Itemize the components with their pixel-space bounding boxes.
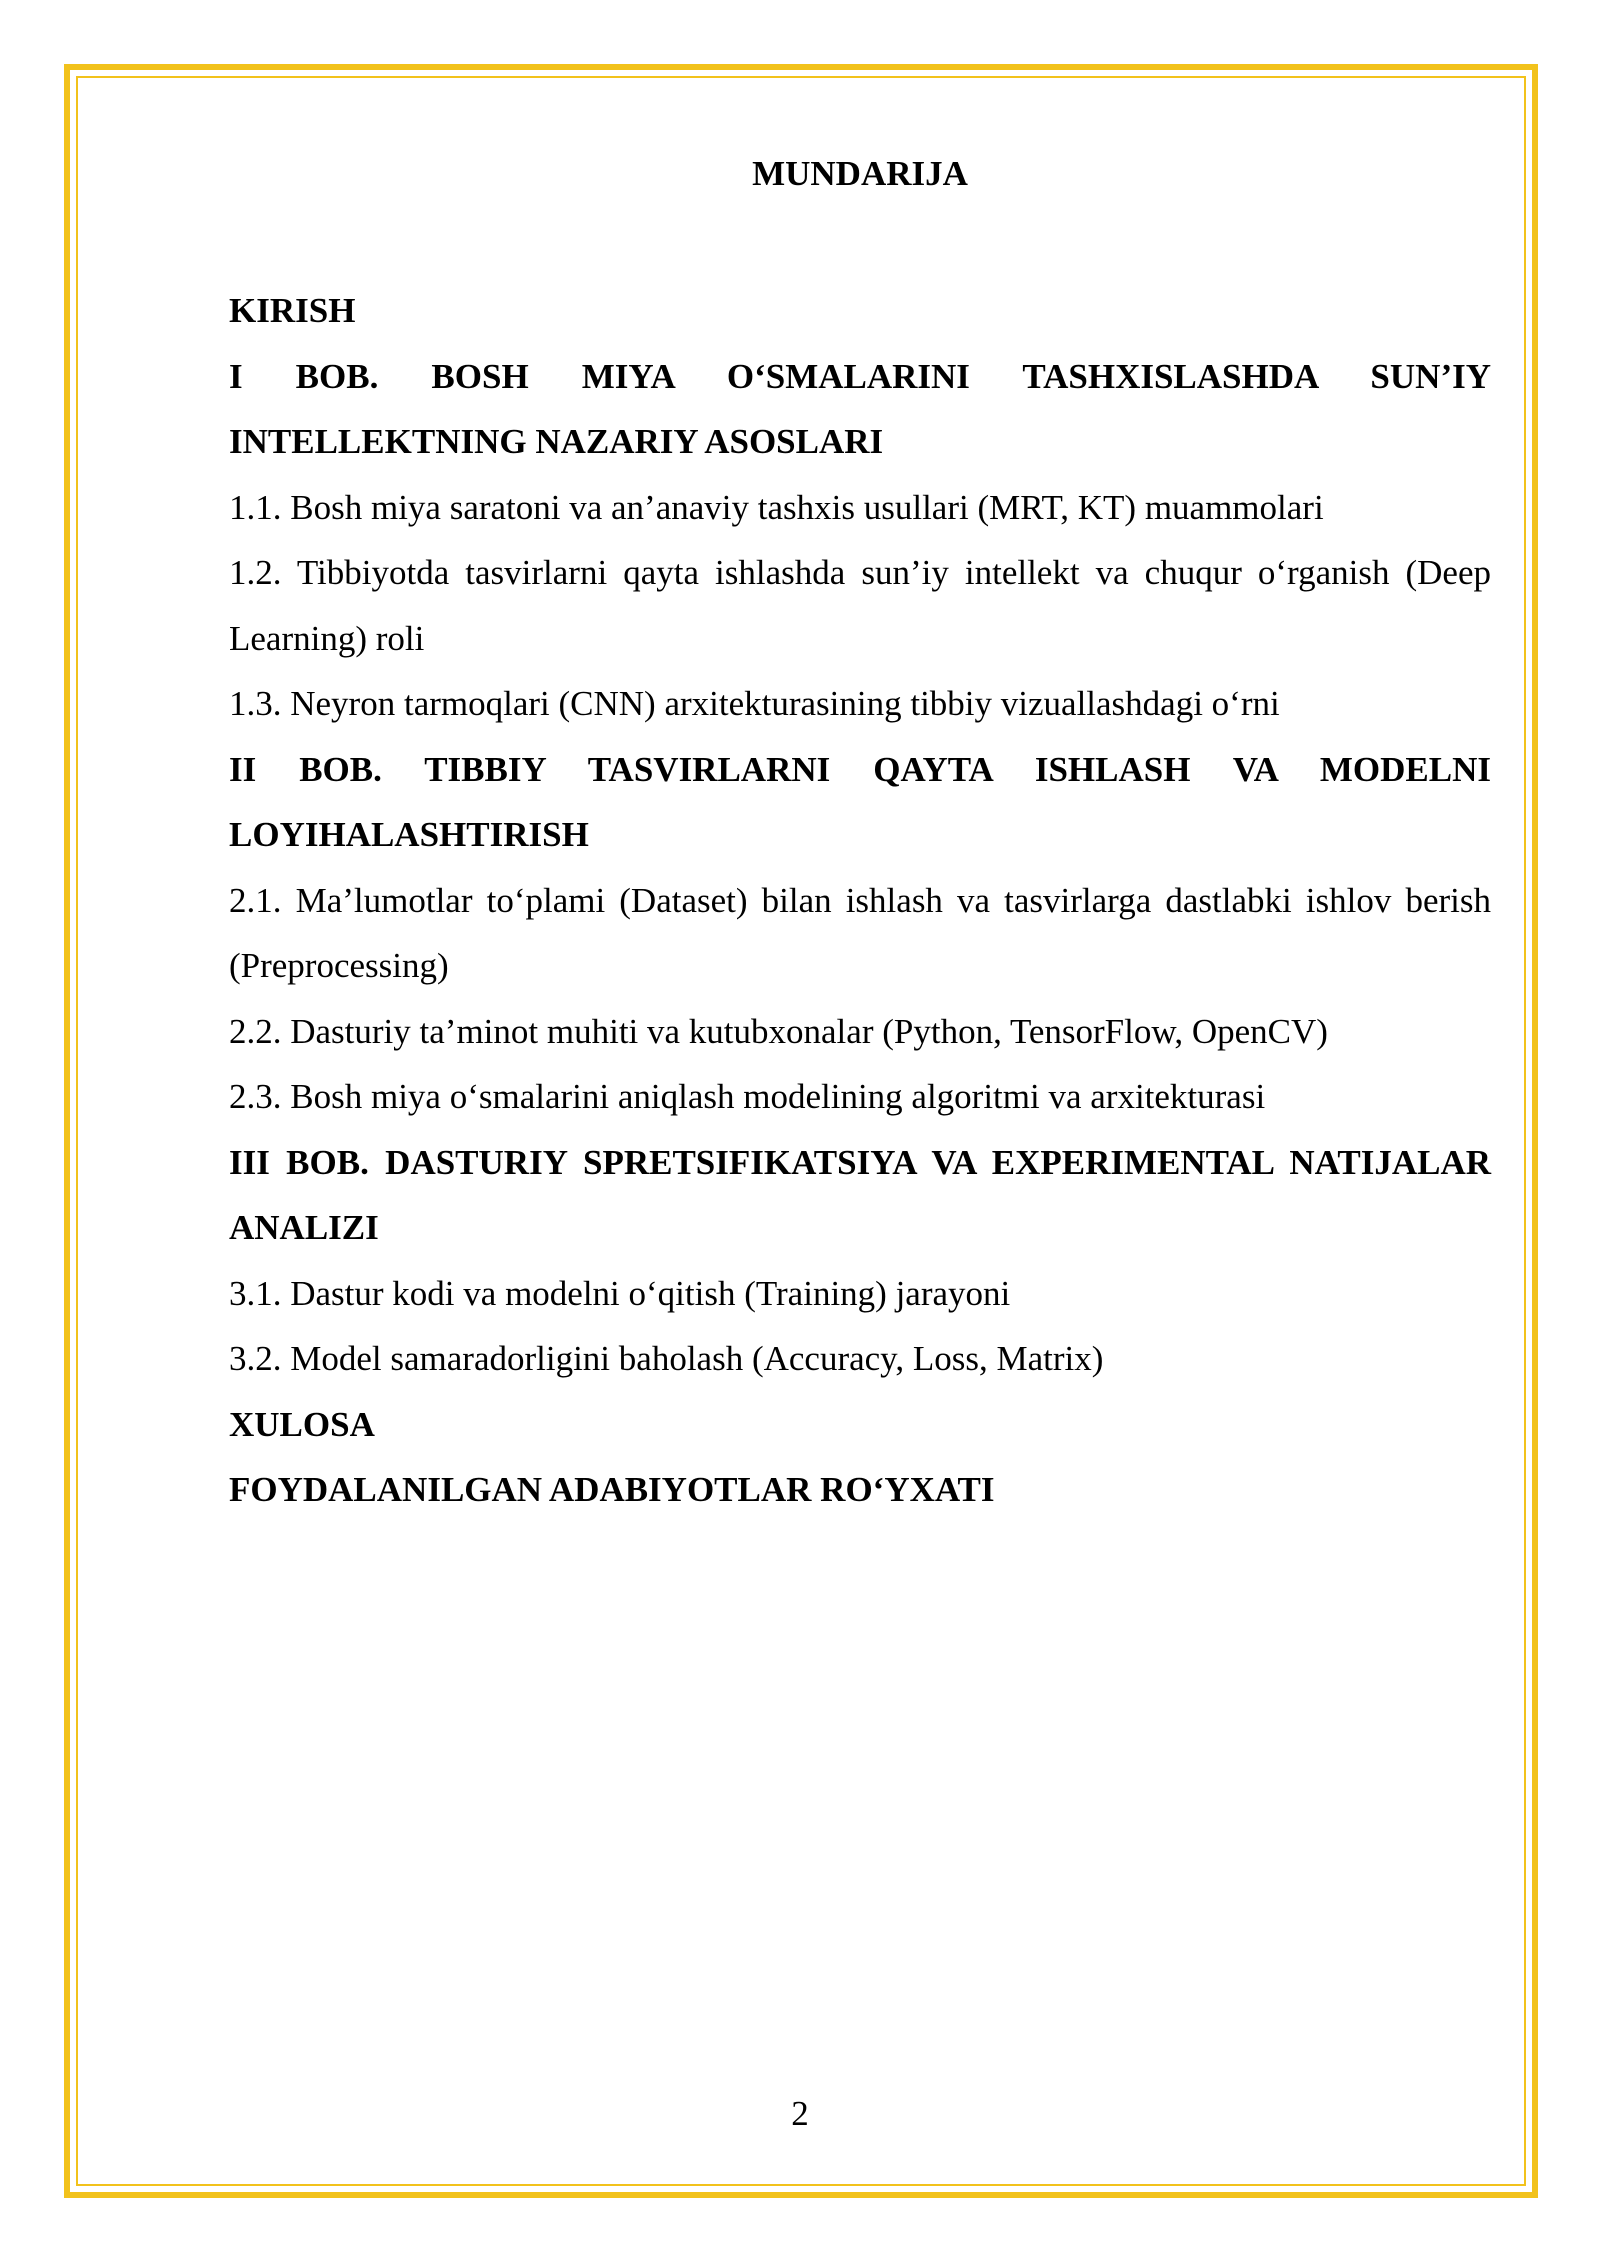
toc-item: 2.3. Bosh miya o‘smalarini aniqlash modelining algoritmi va arxitekturasi (229, 1077, 1266, 1116)
toc-heading: XULOSA (229, 1404, 375, 1444)
toc-heading: KIRISH (229, 291, 356, 330)
toc-item: 1.1. Bosh miya saratoni va an’anaviy tashxis usullari (MRT, KT) muammolari (229, 487, 1324, 527)
toc-item: 1.2. Tibbiyotda tasvirlarni qayta ishlashda sun’iy intellekt va chuqur o‘rganish (Deep Learning) roli (229, 553, 1491, 658)
toc-heading: I BOB. BOSH MIYA O‘SMALARINI TASHXISLASHDA SUN’IY INTELLEKTNING NAZARIY ASOSLARI (229, 356, 1491, 461)
toc-heading: II BOB. TIBBIY TASVIRLARNI QAYTA ISHLASH VA MODELNI LOYIHALASHTIRISH (229, 749, 1491, 854)
toc-item: 3.1. Dastur kodi va modelni o‘qitish (Training) jarayoni (229, 1273, 1011, 1313)
page-content (229, 148, 1491, 1523)
table-of-contents (229, 278, 1491, 1523)
toc-heading: FOYDALANILGAN ADABIYOTLAR RO‘YXATI (229, 1470, 995, 1509)
toc-item: 3.2. Model samaradorligini baholash (Accuracy, Loss, Matrix) (229, 1339, 1104, 1378)
toc-item: 2.1. Ma’lumotlar to‘plami (Dataset) bilan ishlash va tasvirlarga dastlabki ishlov berish (Preprocessing) (229, 880, 1491, 985)
page-number: 2 (791, 2094, 809, 2133)
page-title: MUNDARIJA (752, 154, 968, 193)
toc-item: 1.3. Neyron tarmoqlari (CNN) arxitekturasining tibbiy vizuallashdagi o‘rni (229, 684, 1280, 723)
toc-item: 2.2. Dasturiy ta’minot muhiti va kutubxonalar (Python, TensorFlow, OpenCV) (229, 1011, 1328, 1051)
toc-heading: III BOB. DASTURIY SPRETSIFIKATSIYA VA EXPERIMENTAL NATIJALAR ANALIZI (229, 1142, 1491, 1247)
